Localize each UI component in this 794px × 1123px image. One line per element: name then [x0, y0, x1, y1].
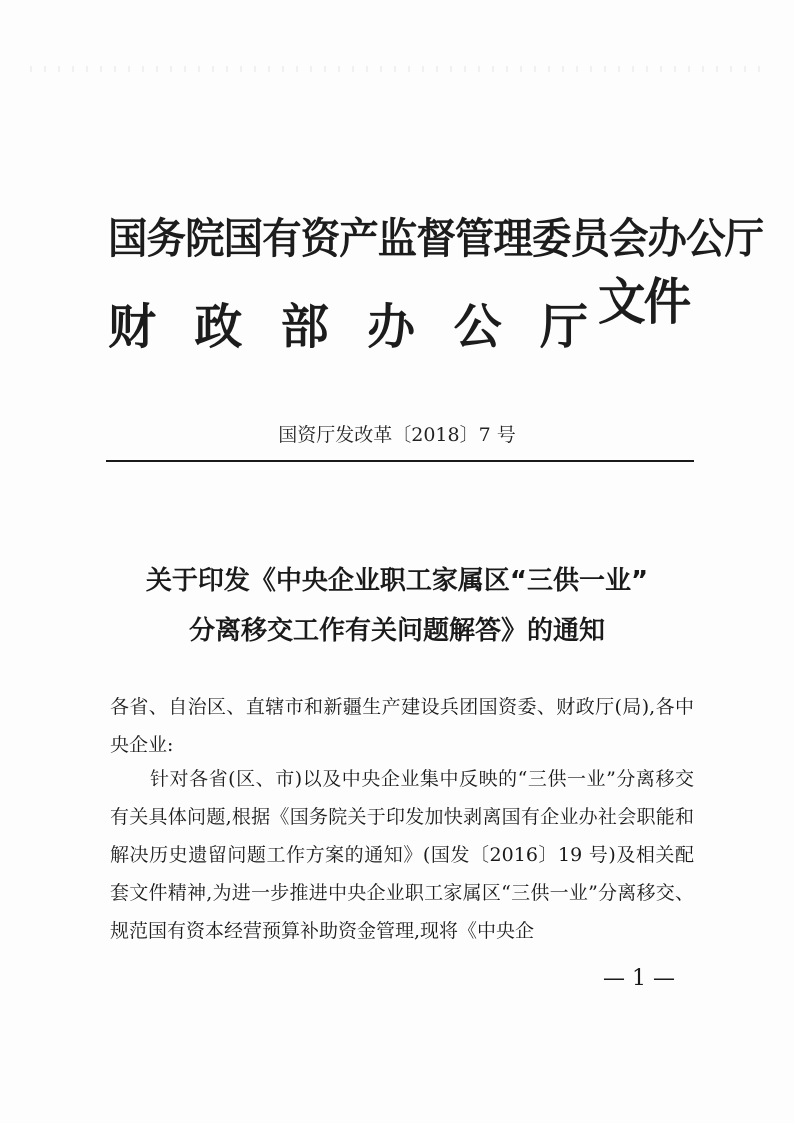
issuer-line-2-char: 部 — [280, 299, 329, 355]
issuer-line-2-char: 办 — [367, 299, 416, 355]
issuer-line-1: 国务院国有资产监督管理委员会办公厅 — [108, 214, 764, 263]
title-line-1: 关于印发《中央企业职工家属区“三供一业” — [145, 566, 649, 596]
body-paragraph: 针对各省(区、市)以及中央企业集中反映的“三供一业”分离移交有关具体问题,根据《国务院关于印发加快剥离国有企业办社会职能和解决历史遗留问题工作方案的通知》(国发〔2016〕19 号)及相关配套文件精神,为进一步推进中央企业职工家属区“三供一业”分离移交、规范国有资本经营预算补助资金管理,现将《中央企 — [110, 768, 694, 942]
page-number: — 1 — — [603, 966, 675, 991]
scan-artifact — [30, 66, 770, 72]
issuer-line-2-char: 公 — [453, 299, 502, 355]
issuer-line-2-char: 财 — [108, 299, 157, 355]
issuer-line-2-char: 政 — [194, 299, 243, 355]
file-word: 文件 — [598, 273, 690, 331]
title-line-2: 分离移交工作有关问题解答》的通知 — [188, 616, 605, 646]
issuer-line-2 — [108, 288, 588, 357]
issuer-line-2-char: 厅 — [539, 299, 588, 355]
document-number: 国资厅发改革〔2018〕7 号 — [278, 424, 516, 446]
salutation: 各省、自治区、直辖市和新疆生产建设兵团国资委、财政厅(局),各中央企业: — [110, 696, 694, 756]
header-divider — [106, 460, 694, 462]
